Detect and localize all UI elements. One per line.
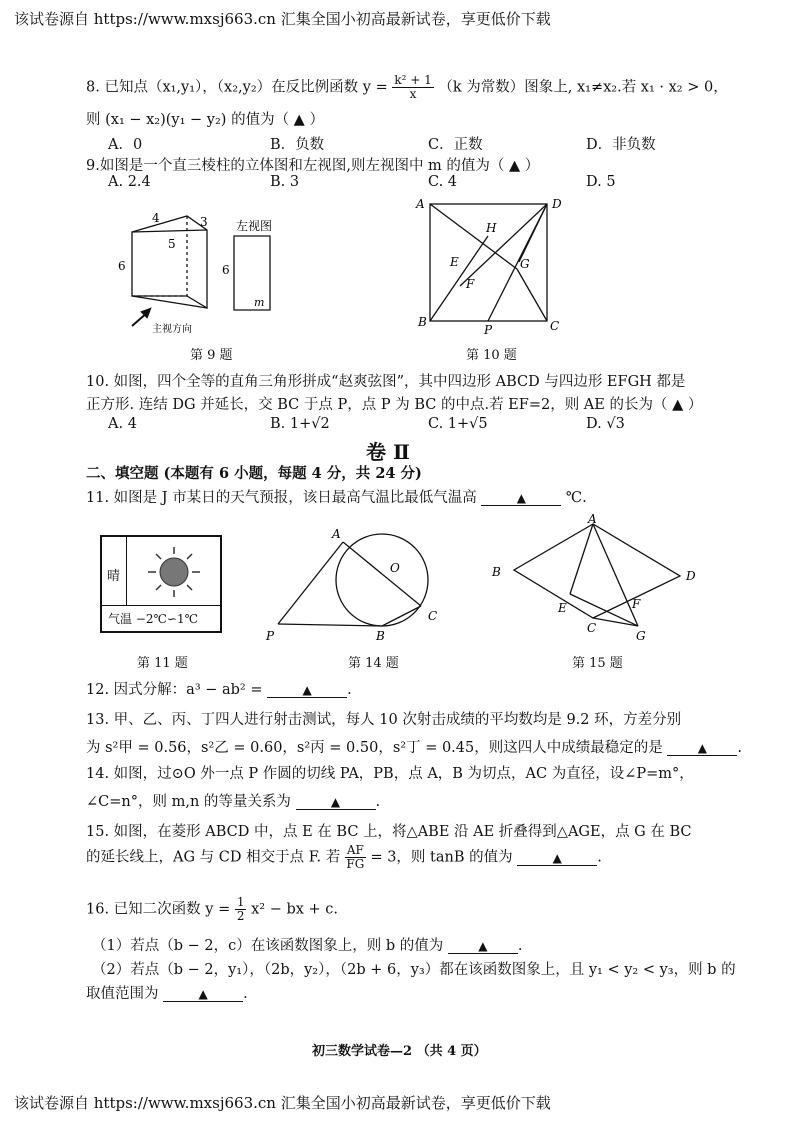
q16-fraction (235, 896, 247, 923)
label-G: G (636, 629, 646, 643)
label-A: A (588, 514, 597, 526)
label-5: 5 (168, 237, 176, 251)
question-16-part2b: 取值范围为 ▲ . (86, 986, 248, 1002)
question-14-line1: 14. 如图，过⊙O 外一点 P 作圆的切线 PA，PB，点 A，B 为切点，AC 为直径，设∠P=m°， (86, 766, 694, 782)
question-16-intro (86, 896, 338, 923)
label-4: 4 (152, 211, 160, 225)
label-A: A (416, 197, 425, 211)
rhombus-abcd (514, 524, 680, 618)
question-16-part2: （2）若点（b − 2，y₁），（2b，y₂），（2b + 6，y₃）都在该函数图象上，且 y₁ < y₂ < y₃，则 b 的 (92, 962, 736, 978)
q12-answer-blank[interactable]: ▲ (267, 683, 347, 698)
q14-figure (262, 520, 462, 645)
label-B: B (418, 315, 427, 329)
q16-p1-answer-blank[interactable]: ▲ (448, 939, 518, 954)
label-3: 3 (200, 215, 208, 229)
q15-text-b: = 3，则 tanB 的值为 (370, 849, 513, 866)
watermark-footer: 该试卷源自 https://www.mxsj663.cn 汇集全国小初高最新试卷，享更低价下载 (14, 1094, 551, 1112)
page-footer: 初三数学试卷—2 （共 4 页） (312, 1044, 487, 1059)
label-B: B (376, 629, 385, 643)
q15-text-a: 的延长线上，AG 与 CD 相交于点 F. 若 (86, 849, 341, 866)
q15-caption: 第 15 题 (572, 656, 623, 671)
label-P: P (484, 323, 493, 337)
q8-option-c: C．正数 (428, 137, 483, 153)
q9-caption: 第 9 题 (190, 348, 233, 363)
q16-text-a: 16. 已知二次函数 y = (86, 901, 231, 918)
weather-forecast-box (100, 535, 222, 633)
question-16-part1: （1）若点（b − 2，c）在该函数图象上，则 b 的值为 ▲ . (92, 938, 523, 954)
label-left-view: 左视图 (236, 219, 273, 233)
q9-option-c: C. 4 (428, 174, 458, 190)
label-P: P (266, 629, 275, 643)
q9-option-a: A. 2.4 (108, 174, 151, 190)
q11-unit: ℃. (565, 490, 587, 506)
q10-option-d: D. √3 (586, 416, 625, 432)
q10-option-c: C. 1+√5 (428, 416, 488, 432)
question-10-line1: 10. 如图，四个全等的直角三角形拼成“赵爽弦图”，其中四边形 ABCD 与四边形 EFGH 都是 (86, 374, 686, 390)
q16-p1-text: （1）若点（b − 2，c）在该函数图象上，则 b 的值为 (92, 938, 444, 954)
label-H: H (486, 221, 497, 235)
label-D: D (686, 569, 696, 583)
q15-frac-den: FG (346, 857, 365, 871)
question-8-line1 (86, 74, 728, 101)
label-C: C (428, 609, 438, 623)
q10-figure (410, 196, 570, 341)
sun-icon (136, 545, 212, 599)
question-9: 9.如图是一个直三棱柱的立体图和左视图,则左视图中 m 的值为（ ▲ ） (86, 158, 540, 174)
q10-option-a: A. 4 (108, 416, 137, 432)
label-F: F (466, 277, 475, 291)
q14-answer-blank[interactable]: ▲ (296, 795, 376, 810)
weather-sunny-label: 晴 (107, 569, 121, 584)
q9-option-d: D. 5 (586, 174, 616, 190)
q8-text-b: （k 为常数）图象上, x₁≠x₂.若 x₁ · x₂ > 0， (438, 79, 728, 96)
q11-caption: 第 11 题 (137, 656, 188, 671)
left-view-rect (234, 236, 270, 310)
q11-text: 11. 如图是 J 市某日的天气预报，该日最高气温比最低气温高 (86, 490, 477, 506)
q16-p2-text: 取值范围为 (86, 986, 159, 1002)
question-15-line2: 的延长线上，AG 与 CD 相交于点 F. 若 $\frac{AF}{FG}$ = 3，则 tanB 的值为 ▲ . (86, 843, 602, 871)
label-6a: 6 (118, 259, 126, 273)
label-B: B (492, 565, 501, 579)
q14-caption: 第 14 题 (348, 656, 399, 671)
section-heading: 二、填空题 (本题有 6 小题，每题 4 分，共 24 分) (86, 465, 422, 482)
label-6b: 6 (222, 263, 230, 277)
question-8-line2: 则 (x₁ − x₂)(y₁ − y₂) 的值为（ ▲ ） (86, 112, 324, 128)
label-G: G (520, 257, 530, 271)
q8-option-d: D．非负数 (586, 137, 656, 153)
q8-text-a: 8. 已知点（x₁,y₁），（x₂,y₂）在反比例函数 (86, 79, 359, 96)
question-13-line1: 13. 甲、乙、丙、丁四人进行射击测试，每人 10 次射击成绩的平均数均是 9.2 环，方差分别 (86, 712, 682, 728)
q16-text-b: x² − bx + c. (251, 901, 339, 918)
watermark-header: 该试卷源自 https://www.mxsj663.cn 汇集全国小初高最新试卷，享更低价下载 (14, 10, 551, 28)
label-F: F (632, 597, 641, 611)
q15-answer-blank[interactable]: ▲ (517, 851, 597, 866)
label-E: E (558, 601, 567, 615)
question-10-line2: 正方形. 连结 DG 并延长，交 BC 于点 P，点 P 为 BC 的中点.若 EF=2，则 AE 的长为（ ▲ ） (86, 397, 703, 413)
question-15-line1: 15. 如图，在菱形 ABCD 中，点 E 在 BC 上，将△ABE 沿 AE 折叠得到△AGE，点 G 在 BC (86, 824, 692, 840)
question-11 (86, 486, 587, 507)
label-E: E (450, 255, 459, 269)
temp-row (102, 605, 220, 630)
q10-option-b: B. 1+√2 (270, 416, 330, 432)
q9-prism-figure (110, 200, 310, 345)
q11-answer-blank[interactable]: ▲ (481, 491, 561, 506)
q13-text: 为 s²甲 = 0.56，s²乙 = 0.60，s²丙 = 0.50，s²丁 = 0.45，则这四人中成绩最稳定的是 (86, 740, 663, 756)
q15-frac-num: AF (346, 843, 364, 857)
q15-fraction (345, 844, 366, 871)
label-m: m (254, 296, 265, 309)
label-main-dir: 主视方向 (152, 324, 192, 335)
question-14-line2: ∠C=n°，则 m,n 的等量关系为 ▲ . (86, 794, 381, 810)
question-13-line2: 为 s²甲 = 0.56，s²乙 = 0.60，s²丙 = 0.50，s²丁 = 0.45，则这四人中成绩最稳定的是 ▲ . (86, 740, 742, 756)
q15-figure (488, 514, 703, 644)
q16-p2-answer-blank[interactable]: ▲ (163, 987, 243, 1002)
q8-option-b: B．负数 (270, 137, 325, 153)
q8-option-a: A．0 (108, 137, 143, 153)
label-C: C (550, 319, 560, 333)
q8-fraction (392, 74, 433, 101)
q16-frac-num: 1 (236, 895, 245, 909)
question-12: 12. 因式分解：a³ − ab² = ▲ . (86, 682, 352, 698)
q8-frac-den: x (409, 87, 417, 101)
q8-frac-num: k² + 1 (394, 73, 432, 87)
q9-option-b: B. 3 (270, 174, 300, 190)
label-D: D (552, 197, 562, 211)
q10-caption: 第 10 题 (466, 348, 517, 363)
label-O: O (390, 561, 400, 575)
section-title: 卷 Ⅱ (366, 440, 410, 464)
q12-text: 12. 因式分解：a³ − ab² = (86, 682, 263, 698)
q8-fn: y = (362, 79, 388, 96)
temp-range: 气温 −2℃∽1℃ (108, 612, 199, 626)
q13-answer-blank[interactable]: ▲ (667, 741, 737, 756)
q14-text: ∠C=n°，则 m,n 的等量关系为 (86, 794, 291, 810)
weather-label-cell (102, 537, 127, 605)
q16-frac-den: 2 (236, 909, 245, 923)
label-A: A (332, 527, 341, 541)
label-C: C (587, 621, 597, 635)
